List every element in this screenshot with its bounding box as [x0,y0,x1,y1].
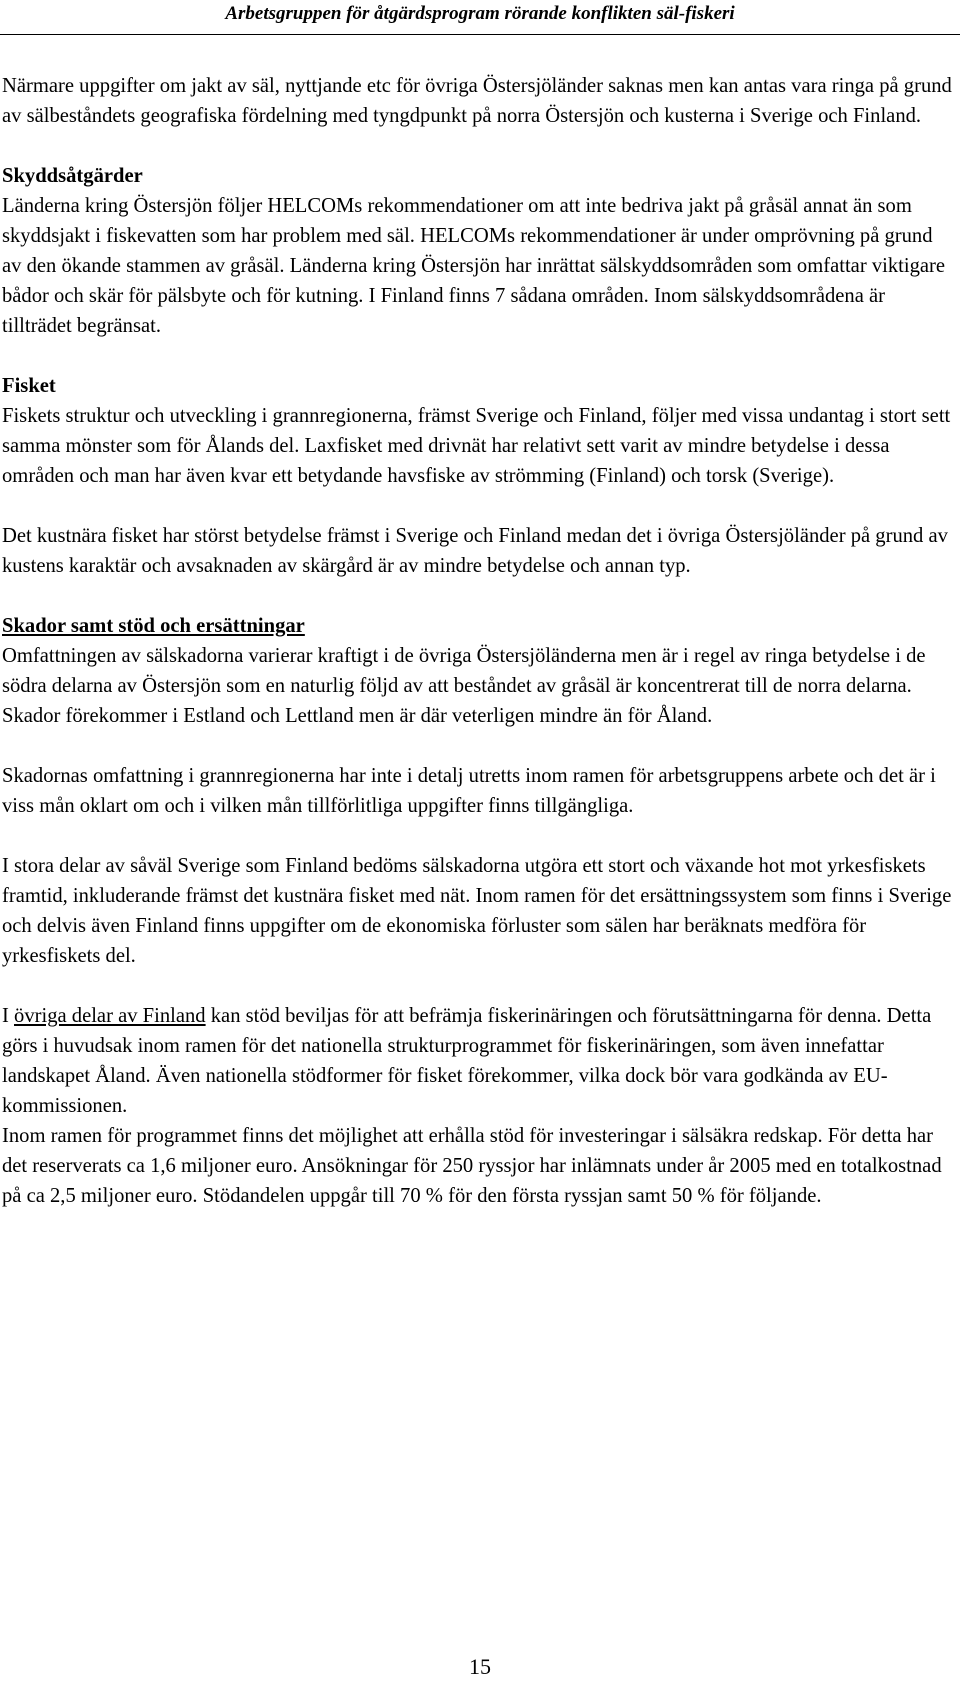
section-heading-fisket: Fisket [2,375,56,397]
fisket-text: Fiskets struktur och utveckling i grannregionerna, främst Sverige och Finland, följer med vissa undantag i stort sett samma mönster som för Ålands del. Laxfisket med drivnät har relativt sett varit av mindre betydelse i dessa områden och man har även kvar ett betydande havsfiske av strömming (Finland) och torsk (Sverige). [2,405,951,487]
document-body [2,71,954,1211]
section-heading-skador: Skador samt stöd och ersättningar [2,615,305,637]
finland-underlined-phrase: övriga delar av Finland [14,1005,206,1027]
running-header: Arbetsgruppen för åtgärdsprogram rörande konflikten säl-fiskeri [225,3,735,24]
finland-stod-paragraph [2,1001,954,1121]
section-heading-skyddsatgarder: Skyddsåtgärder [2,165,143,187]
section-fisket [2,371,954,491]
intro-paragraph: Närmare uppgifter om jakt av säl, nyttjande etc för övriga Östersjöländer saknas men kan antas vara ringa på grund av sälbeståndets geografiska fördelning med tyngdpunkt på norra Östersjön och kusterna i Sverige och Finland. [2,75,952,127]
header-divider [0,34,960,35]
omfattning-paragraph: Skadornas omfattning i grannregionerna har inte i detalj utretts inom ramen för arbetsgruppens arbete och det är i viss mån oklart om och i vilken mån tillförlitliga uppgifter finns tillgängliga. [2,765,936,817]
stora-delar-paragraph: I stora delar av såväl Sverige som Finland bedöms sälskadorna utgöra ett stort och växande hot mot yrkesfiskets framtid, inkluderande främst det kustnära fisket med nät. Inom ramen för det ersättningssystem som finns i Sverige och delvis även Finland finns uppgifter om de ekonomiska förluster som sälen har beräknats medföra för yrkesfiskets del. [2,855,952,967]
page-number: 15 [469,1654,491,1679]
skador-text: Omfattningen av sälskadorna varierar kraftigt i de övriga Östersjöländerna men är i regel av ringa betydelse i de södra delarna av Östersjön som en naturlig följd av att beståndet av gråsäl är koncentrerat till de norra delarna. Skador förekommer i Estland och Lettland men är där veterligen mindre än för Åland. [2,645,926,727]
kustnara-paragraph: Det kustnära fisket har störst betydelse främst i Sverige och Finland medan det i övriga Östersjöländer på grund av kustens karaktär och avsaknaden av skärgård är av mindre betydelse och annan typ. [2,525,948,577]
finland-prefix: I [2,1005,15,1027]
programmet-paragraph: Inom ramen för programmet finns det möjlighet att erhålla stöd för investeringar i sälsäkra redskap. För detta har det reserverats ca 1,6 miljoner euro. Ansökningar för 250 ryssjor har inlämnats under år 2005 med en totalkostnad på ca 2,5 miljoner euro. Stödandelen uppgår till 70 % för den första ryssjan samt 50 % för följande. [2,1125,942,1207]
section-skador [2,611,954,731]
skyddsatgarder-text: Länderna kring Östersjön följer HELCOMs rekommendationer om att inte bedriva jakt på gråsäl annat än som skyddsjakt i fiskevatten som har problem med säl. HELCOMs rekommendationer är under omprövning på grund av den ökande stammen av gråsäl. Länderna kring Östersjön har inrättat sälskyddsområden som omfattar viktigare bådor och skär för pälsbyte och för kutning. I Finland finns 7 sådana områden. Inom sälskyddsområdena är tillträdet begränsat. [2,195,946,337]
finland-stod-text: kan stöd beviljas för att befrämja fiskerinäringen och förutsättningarna för denna. Detta görs i huvudsak inom ramen för det nationella strukturprogrammet för fiskerinäringen, som även innefattar landskapet Åland. Även nationella stödformer för fisket förekommer, vilka dock bör vara godkända av EU-kommissionen. [2,1005,932,1117]
section-skyddsatgarder [2,161,954,341]
